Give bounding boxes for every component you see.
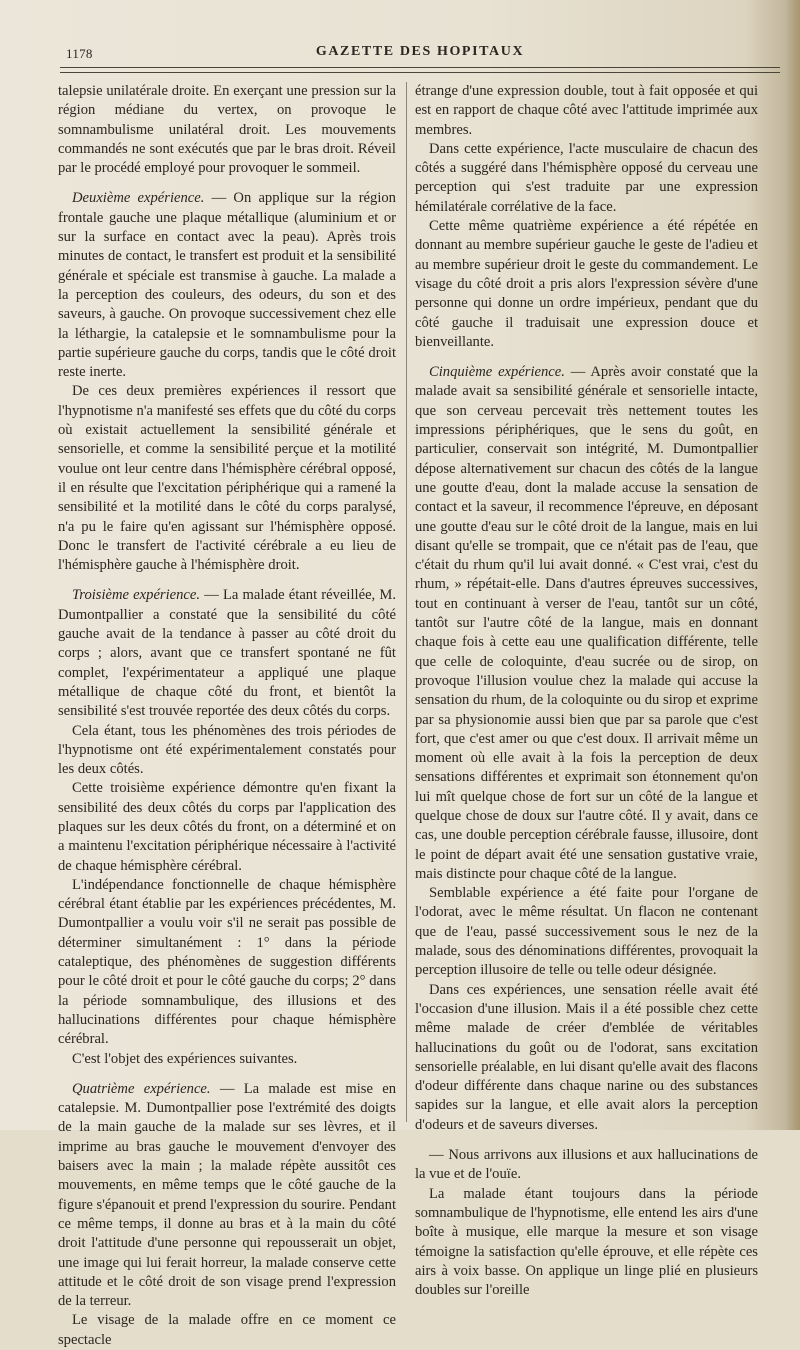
paragraph-text: — La malade étant réveillée, M. Dumontpallier a constaté que la sensibilité du côté gauche avait de la tendance à passer au côté droit du corps ; alors, avant que ce transfert spontané ne fût complet, l'expérimentateur a appliqué une plaque métallique de chaque côté du front, et bientôt la sensibilité s'est trouvée reportée des deux côtés du corps. <box>58 587 396 720</box>
paragraph <box>415 1146 758 1185</box>
page-number: 1178 <box>66 46 93 61</box>
paragraph <box>58 82 396 178</box>
paragraph-text: Cela étant, tous les phénomènes des trois périodes de l'hypnotisme ont été expérimentalement constatés pour les deux côtés. <box>58 722 396 778</box>
paragraph-text: — La malade est mise en catalepsie. M. Dumontpallier pose l'extrémité des doigts de la main gauche de la malade sur ses lèvres, et il imprime au bras gauche le mouvement d'envoyer des baisers avec la main ; la malade répète aussitôt ces mouvements, en même temps que le côté gauche de la figure s'épanouit et prend l'expression du sourire. Pendant ce même temps, il donne au bras et à la main du côté droit l'attitude d'une personne qui repousserait un objet, une image qui lui ferait horreur, la malade conserve cette attitude et le côté droit de son visage prend l'expression de la terreur. <box>58 1080 397 1310</box>
paragraph <box>415 1185 758 1301</box>
header-rule-top <box>60 67 780 68</box>
paragraph-text: — On applique sur la région frontale gauche une plaque métallique (aluminium et or sur la surface en contact avec la peau). Après trois minutes de contact, le transfert est produit et la sensibilité générale et spéciale est transmise à gauche. La malade a la perception des couleurs, des odeurs, du son et des saveurs, à gauche. On provoque successivement chez elle la léthargie, la catalepsie et le somnambulisme pour la partie supérieure gauche du corps, tandis que le côté droit reste inerte. <box>58 190 396 381</box>
paragraph <box>58 586 396 721</box>
paragraph-text: Dans ces expériences, une sensation réelle avait été l'occasion d'une illusion. Mais il a été possible chez cette même malade de créer d'emblée de véritables hallucinations du goût ou de l'odorat, sans excitation sensorielle préalable, en lui disant qu'elle avait des flacons d'odeur différente dans chaque narine ou des substances sapides sur la langue, et elle avait alors la perception d'odeurs et de saveurs diverses. <box>415 981 758 1133</box>
page-header <box>60 44 780 66</box>
paragraph-text: étrange d'une expression double, tout à fait opposée et qui est en rapport de chaque côté avec l'attitude imprimée aux membres. <box>415 83 758 138</box>
header-rule-bottom <box>60 72 780 73</box>
paragraph-text: — Après avoir constaté que la malade avait sa sensibilité générale et sensorielle intacte, que son cerveau percevait très nettement toutes les impressions périphériques, que le sens du goût, en particulier, conservait son intégrité, M. Dumontpallier dépose alternativement sur chacun des côtés de la langue une goutte d'eau, dont la malade accuse la sensation de contact et la saveur, il recommence l'épreuve, en déposant une goutte d'eau sur le côté droit de la langue, mais en lui disant qu'elle se trompait, que ce n'était pas de l'eau, que c'était du rhum qu'il lui avait donné. « C'est vrai, c'est du rhum, » répétait-elle. Dans d'autres épreuves successives, tout en continuant à verser de l'eau, tantôt sur un côté, tantôt sur l'autre côté de la langue, mais en donnant chaque fois à cette eau une qualification différente, telle que celle de coloquinte, d'eau sucrée ou de sirop, on provoque l'illusion voulue chez la malade qui accuse la sensation du rhum, de la coloquinte ou du sirop et exprime par sa physionomie aussi bien que par sa parole que c'est fort, que c'est amer ou que c'est doux. Il arrivait même un moment où elle avait à la fois la perception de deux sensations différentes et exprimait son étonnement qu'on lui mît quelque chose de fort sur un côté de la langue et quelque chose de doux sur l'autre côté. Il y avait, dans ce cas, une double perception cérébrale fausse, illusoire, dont le point de départ avait été une sensation gustative vraie, mais distincte pour chaque côté de la langue. <box>415 364 759 882</box>
paragraph-text: Dans cette expérience, l'acte musculaire de chacun des côtés a suggéré dans l'hémisphère opposé du cerveau une perception qui s'est traduite par une expression hémilatérale corrélative de la face. <box>415 140 758 215</box>
right-column <box>415 82 759 1299</box>
paragraph <box>58 1311 396 1350</box>
paragraph <box>58 722 396 780</box>
experiment-title: Quatrième expérience. <box>72 1080 211 1097</box>
paragraph <box>415 140 758 217</box>
column-divider <box>406 82 407 1122</box>
paragraph-text: La malade étant toujours dans la période somnambulique de l'hypnotisme, elle entend les airs d'une boîte à musique, elle marque la mesure et son visage témoigne la satisfaction qu'elle éprouve, et elle répète ces airs à voix basse. On applique un linge plié en plusieurs doubles sur l'oreille <box>415 1185 758 1299</box>
paragraph-text: Cette même quatrième expérience a été répétée en donnant au membre supérieur gauche le geste de l'adieu et au membre supérieur droit le geste du commandement. Le visage du côté droit a pris alors l'expression sévère d'une personne qui donne un ordre impérieux, pendant que du côté gauche il traduisait une expression douce et bienveillante. <box>415 218 758 350</box>
paragraph-text: Semblable expérience a été faite pour l'organe de l'odorat, avec le même résultat. Un flacon ne contenant que de l'eau, passé successivement sous le nez de la malade, sous des dénominations différentes, provoquait la perception illusoire de telle ou telle odeur désignée. <box>415 885 758 979</box>
experiment-title: Deuxième expérience. <box>72 190 205 207</box>
paragraph-text: — Nous arrivons aux illusions et aux hallucinations de la vue et de l'ouïe. <box>415 1147 758 1183</box>
paragraph <box>58 779 396 875</box>
paragraph <box>415 82 758 140</box>
experiment-title: Cinquième expérience. <box>429 364 565 381</box>
paragraph-text: C'est l'objet des expériences suivantes. <box>72 1050 298 1067</box>
paragraph <box>58 382 396 575</box>
paragraph-text: L'indépendance fonctionnelle de chaque hémisphère cérébral étant établie par les expériences précédentes, M. Dumontpallier a voulu voir s'il ne serait pas possible de déterminer simultanément : 1° dans la période cataleptique, des phénomènes de suggestion différents pour le côté droit et pour le côté gauche du corps; 2° dans la période somnambulique, des illusions et des hallucinations différentes pour chaque hémisphère cérébral. <box>58 876 396 1048</box>
paragraph <box>415 217 758 352</box>
paragraph-text: talepsie unilatérale droite. En exerçant une pression sur la région médiane du vertex, on provoque le somnambulisme unilatéral droit. Les mouvements commandés ne sont exécutés que par le bras droit. Réveil par le procédé employé pour provoquer le sommeil. <box>58 83 396 177</box>
paragraph <box>58 1080 396 1312</box>
paragraph <box>58 876 396 1050</box>
paragraph <box>415 363 758 884</box>
paragraph-text: Cette troisième expérience démontre qu'en fixant la sensibilité des deux côtés du corps par l'application des plaques sur les deux côtés du front, on a déterminé et on a maintenu l'excitation périphérique nécessaire à l'activité de chaque hémisphère cérébral. <box>58 780 396 874</box>
paragraph <box>58 1050 396 1069</box>
experiment-title: Troisième expérience. <box>72 587 201 604</box>
journal-title: GAZETTE DES HOPITAUX <box>315 44 525 59</box>
paragraph-text: Le visage de la malade offre en ce moment ce spectacle <box>58 1312 396 1348</box>
paragraph <box>415 981 758 1135</box>
page-binding-edge <box>786 0 800 1130</box>
paragraph <box>415 884 758 980</box>
left-column <box>58 82 397 1348</box>
paragraph <box>58 189 396 382</box>
paragraph-text: De ces deux premières expériences il ressort que l'hypnotisme n'a manifesté ses effets que du côté du corps où existait actuellement la sensibilité générale et sensorielle, et comme la sensibilité perçue et la motilité voulue ont leur centre dans l'hémisphère cérébral opposé, il en résulte que l'excitation périphérique qui a ramené la sensibilité et la motilité dans le côté du corps paralysé, n'a pu le faire qu'en agissant sur l'hémisphère opposé. Donc le transfert de l'activité cérébrale a eu lieu de l'hémisphère gauche à l'hémisphère droit. <box>58 383 396 574</box>
